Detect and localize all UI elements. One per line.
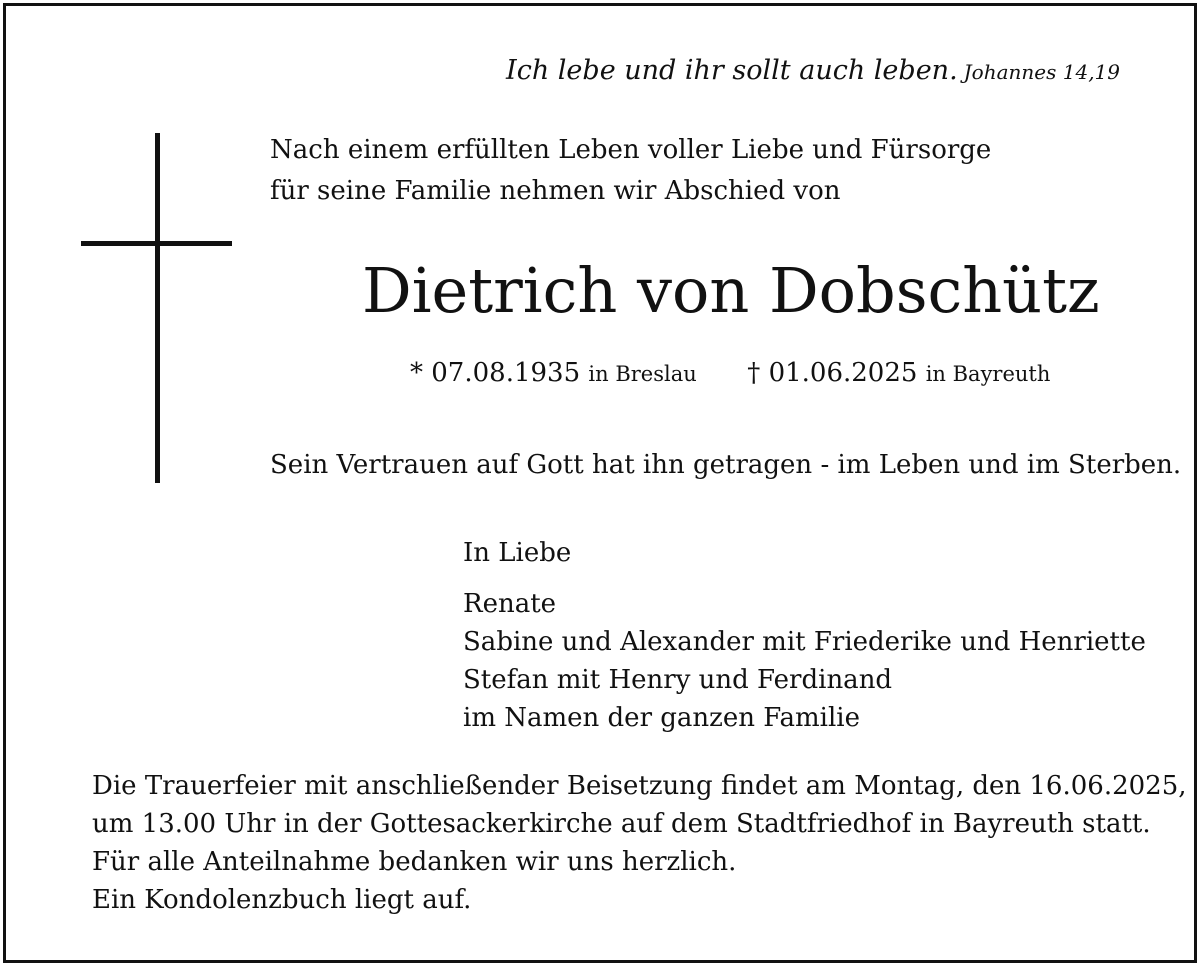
service-line: Ein Kondolenzbuch liegt auf. bbox=[92, 885, 472, 915]
intro-line-1: Nach einem erfüllten Leben voller Liebe und Fürsorge bbox=[270, 135, 992, 165]
service-line: Die Trauerfeier mit anschließender Beisetzung findet am Montag, den 16.06.2025, bbox=[92, 771, 1187, 801]
death-symbol: † bbox=[747, 358, 761, 388]
service-line: Für alle Anteilnahme bedanken wir uns herzlich. bbox=[92, 847, 737, 877]
birth-place: in Breslau bbox=[588, 362, 697, 386]
death-place: in Bayreuth bbox=[925, 362, 1051, 386]
mourner-line: Renate bbox=[463, 589, 557, 619]
life-dates bbox=[410, 358, 1050, 388]
cross-horizontal-bar bbox=[81, 241, 232, 246]
motto-reference: Johannes 14,19 bbox=[963, 60, 1120, 84]
birth-date: 07.08.1935 bbox=[431, 358, 581, 388]
mourners-list bbox=[463, 585, 1146, 737]
intro-text bbox=[270, 130, 991, 212]
service-line: um 13.00 Uhr in der Gottesackerkirche auf dem Stadtfriedhof in Bayreuth statt. bbox=[92, 809, 1151, 839]
mourner-line: Stefan mit Henry und Ferdinand bbox=[463, 665, 893, 695]
motto-text: Ich lebe und ihr sollt auch leben. bbox=[506, 55, 958, 86]
service-info bbox=[92, 767, 1187, 919]
deceased-name: Dietrich von Dobschütz bbox=[362, 254, 1100, 327]
bible-motto bbox=[506, 55, 1120, 86]
mourner-line: im Namen der ganzen Familie bbox=[463, 703, 861, 733]
intro-line-2: für seine Familie nehmen wir Abschied von bbox=[270, 176, 841, 206]
faith-line: Sein Vertrauen auf Gott hat ihn getragen - im Leben und im Sterben. bbox=[270, 450, 1182, 480]
birth-symbol: * bbox=[410, 358, 423, 388]
cross-vertical-bar bbox=[155, 133, 160, 483]
mourner-line: Sabine und Alexander mit Friederike und Henriette bbox=[463, 627, 1146, 657]
death-date: 01.06.2025 bbox=[768, 358, 918, 388]
signature-greeting: In Liebe bbox=[463, 538, 572, 568]
